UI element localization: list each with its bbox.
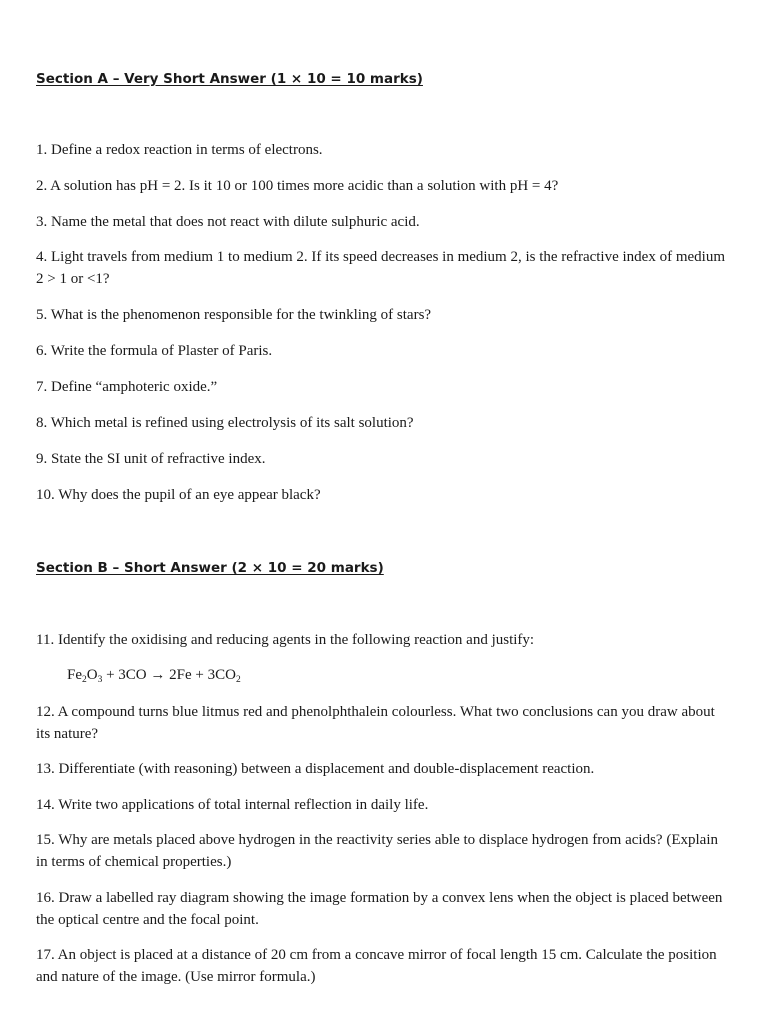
reaction-arrow: → (150, 667, 166, 683)
question-12: 12. A compound turns blue litmus red and phenolphthalein colourless. What two conclusions can you draw about its nature? (36, 704, 715, 742)
formula-fe: Fe (67, 667, 82, 683)
formula-o-subscript: 3 (97, 675, 103, 685)
question-16: 16. Draw a labelled ray diagram showing the image formation by a convex lens when the object is placed between the optical centre and the focal point. (36, 890, 723, 928)
question-15: 15. Why are metals placed above hydrogen in the reactivity series able to displace hydrogen from acids? (Explain in terms of chemical properties.) (36, 832, 718, 870)
formula-co2-subscript: 2 (235, 675, 241, 685)
question-2: 2. A solution has pH = 2. Is it 10 or 100 times more acidic than a solution with pH = 4? (36, 178, 559, 194)
question-8: 8. Which metal is refined using electrolysis of its salt solution? (36, 415, 414, 431)
question-5: 5. What is the phenomenon responsible for the twinkling of stars? (36, 307, 432, 323)
question-9: 9. State the SI unit of refractive index. (36, 451, 266, 467)
question-4: 4. Light travels from medium 1 to medium 2. If its speed decreases in medium 2, is the refractive index of medium 2 > 1 or <1? (36, 249, 725, 287)
question-13: 13. Differentiate (with reasoning) between a displacement and double-displacement reaction. (36, 761, 595, 777)
formula-fe-subscript: 2 (82, 675, 87, 685)
question-14: 14. Write two applications of total internal reflection in daily life. (36, 797, 429, 813)
section-a-heading: Section A – Very Short Answer (1 × 10 = 10 marks) (36, 71, 423, 87)
section-b-heading: Section B – Short Answer (2 × 10 = 20 marks) (36, 560, 384, 576)
question-6: 6. Write the formula of Plaster of Paris. (36, 343, 273, 359)
formula-o: O (86, 667, 98, 683)
question-10: 10. Why does the pupil of an eye appear black? (36, 487, 321, 503)
reaction-equation (67, 665, 241, 686)
question-11: 11. Identify the oxidising and reducing agents in the following reaction and justify: (36, 632, 535, 648)
question-17: 17. An object is placed at a distance of 20 cm from a concave mirror of focal length 15 cm. Calculate the position and nature of the image. (Use mirror formula.) (36, 947, 717, 985)
question-3: 3. Name the metal that does not react with dilute sulphuric acid. (36, 214, 420, 230)
question-1: 1. Define a redox reaction in terms of electrons. (36, 142, 323, 158)
question-7: 7. Define “amphoteric oxide.” (36, 379, 218, 395)
formula-reactant-co: + 3CO (102, 667, 151, 683)
formula-products: 2Fe + 3CO (165, 667, 236, 683)
